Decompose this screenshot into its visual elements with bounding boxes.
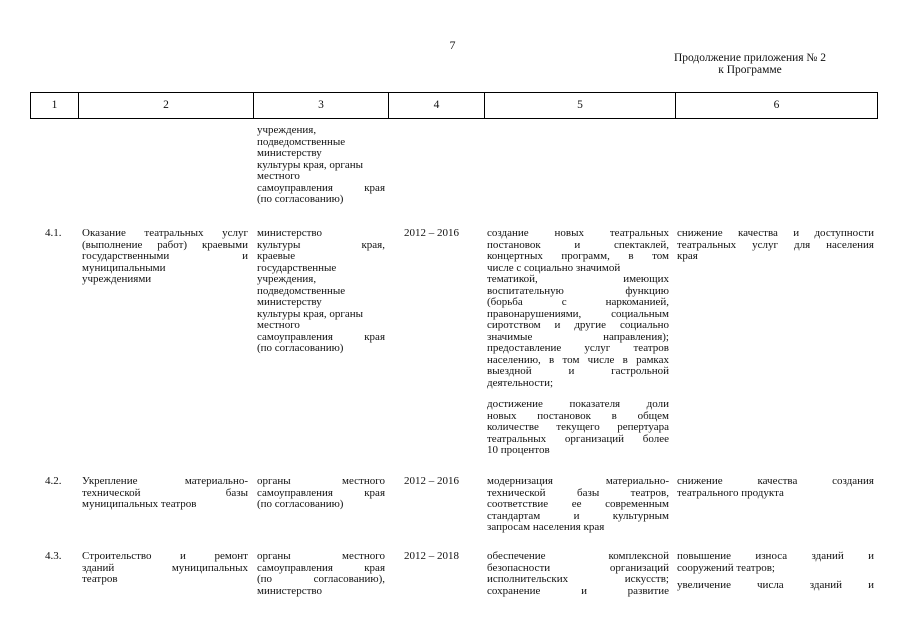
consequence-paragraph [677,580,874,592]
consequence-paragraph [677,551,874,574]
carryover-col3 [257,125,385,206]
row-number: 4.1. [45,227,62,239]
row-consequences [677,476,874,499]
text-line: театральных организаций более [487,432,669,445]
text-line: муниципальных театров [82,498,197,510]
column-header-5: 5 [485,93,676,118]
row-number: 4.3. [45,550,62,562]
text-line: технической базы [82,486,248,499]
text-line: краевые [257,250,296,262]
text-line: деятельности; [487,376,554,389]
result-paragraph [487,228,669,389]
text-line: государственными и [82,250,248,262]
row-event-name [82,551,248,586]
text-line: местного [257,170,300,182]
text-line: (по согласованию) [257,193,344,205]
text-line: (по согласованию) [257,498,344,510]
text-line: концертных программ, в том [487,250,669,262]
text-line: соответствие ее современным [487,498,669,510]
row-executors [257,551,385,597]
text-line: самоуправления края [257,181,385,194]
text-line: снижение качества создания [677,475,874,487]
row-consequences [677,228,874,263]
text-line: (по согласованию) [257,342,344,354]
row-period: 2012 – 2018 [404,550,459,562]
text-line: Оказание театральных услуг [82,227,248,239]
text-line: тематикой, имеющих [487,273,669,285]
text-line: Укрепление материально- [82,475,248,487]
text-line: увеличение числа зданий и [677,579,874,591]
text-line: сооружений театров; [677,561,775,574]
text-line: населению, в том числе в рамках [487,353,669,366]
row-number: 4.2. [45,475,62,487]
table-header [30,92,878,119]
row-expected-result [487,551,669,597]
text-line: модернизация материально- [487,475,669,487]
row-expected-result [487,228,669,457]
text-line: учреждениями [82,273,152,285]
row-executors [257,476,385,511]
column-header-1: 1 [31,93,79,118]
text-line: культуры края, органы [257,307,364,320]
text-line: сохранение и развитие [487,584,669,597]
row-expected-result [487,476,669,534]
column-header-4: 4 [389,93,485,118]
text-line: министерство [257,584,323,597]
text-line: самоуправления края [257,330,385,343]
text-line: министерство [257,227,323,239]
text-line: технической базы театров, [487,486,669,499]
text-line: (по согласованию), [257,573,385,585]
page-number: 7 [449,38,456,52]
text-line: театров [82,573,118,585]
row-period: 2012 – 2016 [404,475,459,487]
text-line: новых постановок в общем [487,409,669,422]
text-line: достижение показателя доли [487,398,669,410]
text-line: запросам населения края [487,521,605,533]
text-line: значимые направления); [487,330,669,343]
text-line: воспитательную функцию [487,284,669,297]
text-line: стандартам и культурным [487,509,669,522]
text-line: министерству [257,296,322,308]
text-line: создание новых театральных [487,227,669,239]
text-line: самоуправления края [257,486,385,499]
text-line: (борьба с наркоманией, [487,296,669,308]
text-line: исполнительских искусств; [487,573,669,585]
text-line: числе с социально значимой [487,261,621,274]
continuation-line-1: Продолжение приложения № 2 [673,52,827,64]
text-line: органы местного [257,475,385,487]
text-line: театрального продукта [677,486,784,499]
text-line: государственные [257,261,337,274]
row-period: 2012 – 2016 [404,227,459,239]
text-line: учреждения, [257,273,317,285]
text-line: культуры края, [257,238,385,251]
text-line: министерству [257,147,322,159]
text-line: повышение износа зданий и [677,550,874,562]
text-line: края [677,250,698,262]
text-line: сиротством и другие социально [487,319,669,331]
continuation-note [560,52,905,76]
result-paragraph [487,399,669,457]
text-line: предоставление услуг театров [487,342,669,354]
text-line: снижение качества и доступности [677,227,874,239]
text-line: зданий муниципальных [82,561,248,574]
text-line: безопасности организаций [487,561,669,574]
text-line: подведомственные [257,284,346,297]
row-event-name [82,476,248,511]
text-line: культуры края, органы [257,158,364,171]
text-line: театральных услуг для населения [677,238,874,251]
column-header-2: 2 [79,93,254,118]
text-line: количестве текущего репертуара [487,421,669,433]
text-line: обеспечение комплексной [487,550,669,562]
text-line: правонарушениями, социальным [487,307,669,320]
row-event-name [82,228,248,286]
continuation-line-2: к Программе [718,64,782,76]
column-header-3: 3 [254,93,389,118]
text-line: муниципальными [82,261,166,274]
column-header-6: 6 [773,99,780,111]
text-line: подведомственные [257,135,346,148]
text-line: 10 процентов [487,444,550,456]
text-line: органы местного [257,550,385,562]
text-line: местного [257,319,300,331]
text-line: Строительство и ремонт [82,550,248,562]
row-executors [257,228,385,355]
text-line: учреждения, [257,124,317,136]
text-line: (выполнение работ) краевыми [82,238,248,251]
text-line: выездной и гастрольной [487,365,669,377]
text-line: самоуправления края [257,561,385,574]
row-consequences [677,551,874,592]
text-line: постановок и спектаклей, [487,238,669,251]
